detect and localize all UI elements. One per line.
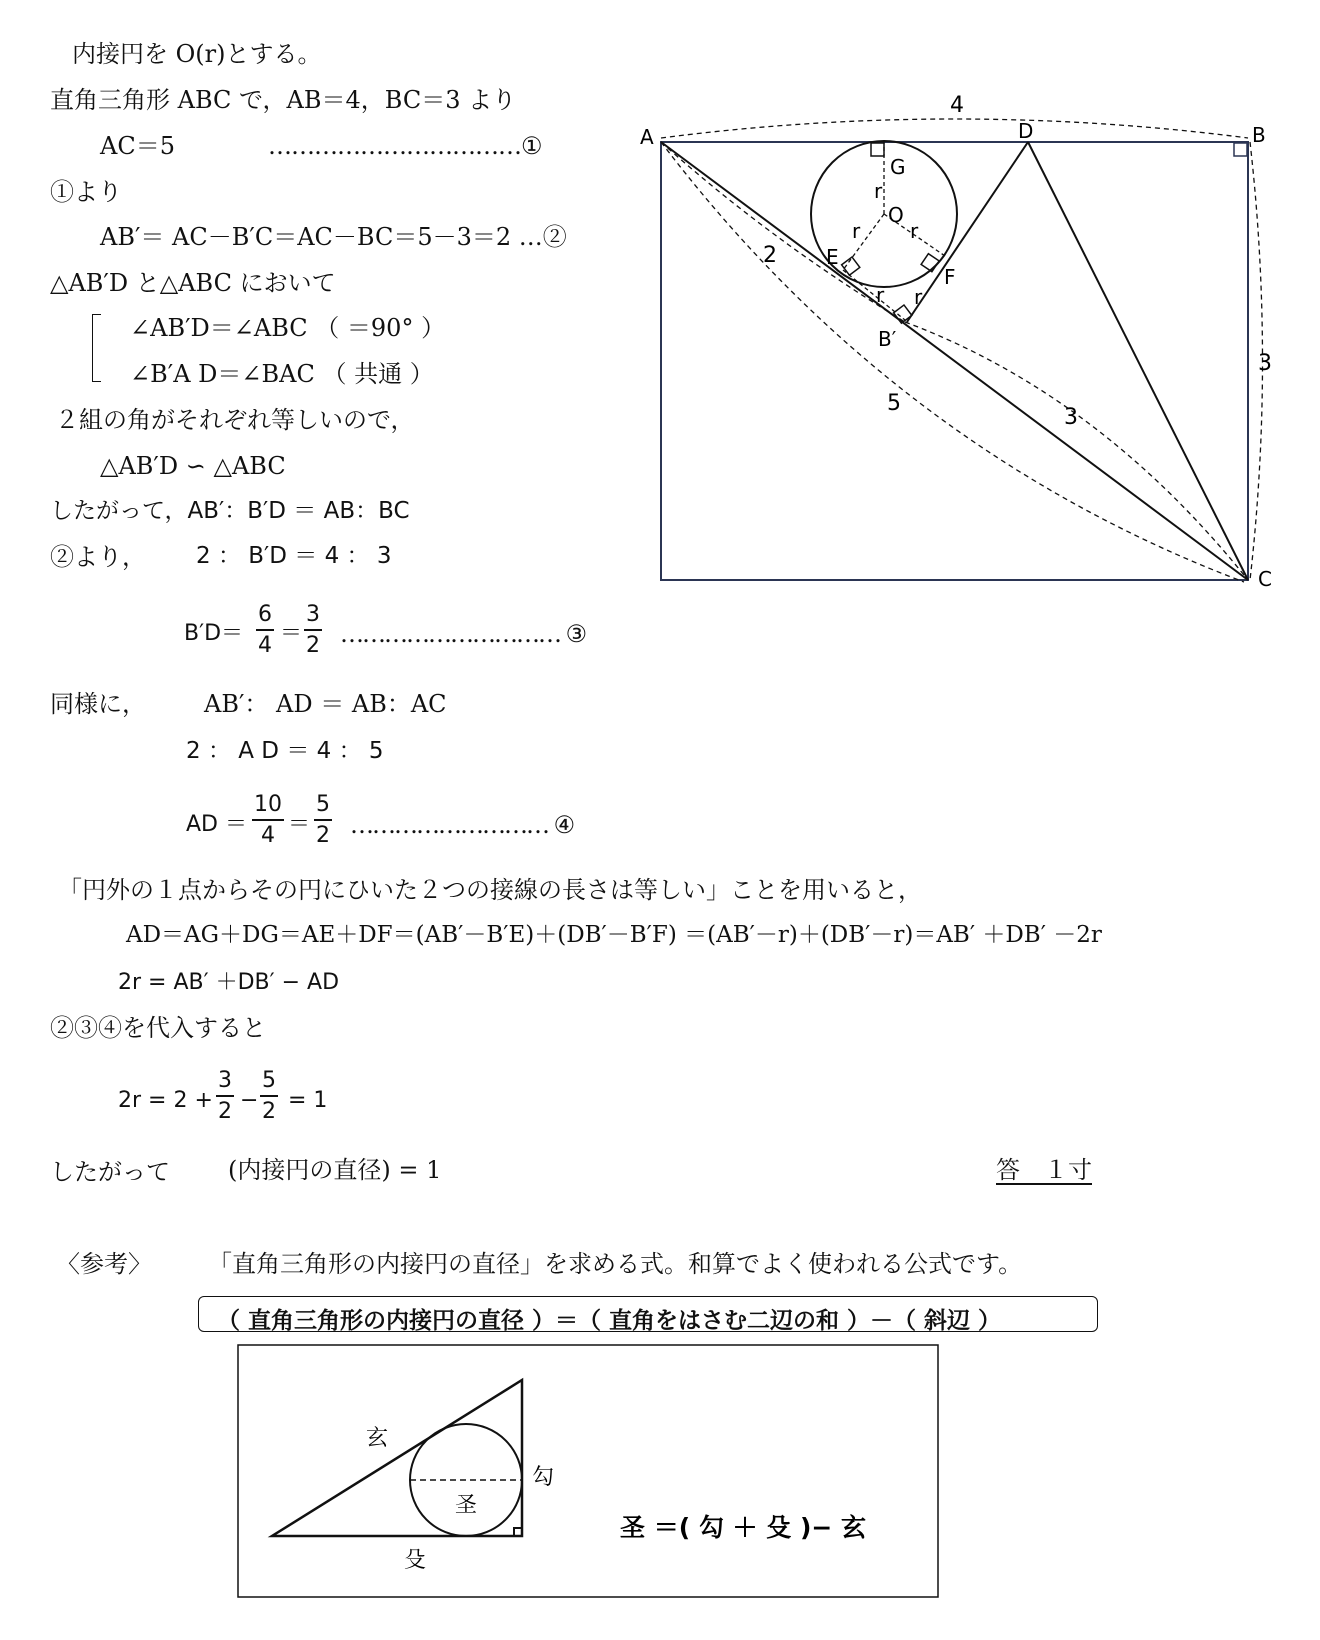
dashed-arc-AB <box>661 119 1248 138</box>
text-line-18: AD＝AG＋DG＝AE＋DF＝(AB′－B′E)＋(DB′－B′F) ＝(AB′－r)＋(DB′－r)＝AB′ ＋DB′ －2r <box>126 922 1102 948</box>
segment-DBp <box>907 142 1028 322</box>
reference-label: 〈参考〉 <box>56 1250 152 1278</box>
text-line-3a: AC＝5 <box>100 132 175 160</box>
length-BC: 3 <box>1258 351 1272 376</box>
fraction-3-2-b <box>216 1070 234 1123</box>
right-angle-mark-F <box>921 254 939 272</box>
equals-sign: ＝ <box>288 812 311 837</box>
length-ABp: 2 <box>763 243 777 268</box>
minus-sign: − <box>240 1088 259 1113</box>
label-gen: 玄 <box>366 1426 389 1451</box>
text-line-17: 「円外の１点からその円にひいた２つの接線の長さは等しい」ことを用いると， <box>58 876 922 904</box>
label-r-OG: r <box>874 179 883 203</box>
fraction-numerator: 3 <box>216 1070 234 1097</box>
text-line-11: したがって，AB′：B′D ＝ AB：BC <box>50 498 410 524</box>
fraction-numerator: 10 <box>252 794 284 821</box>
text-line-12a: ②より， <box>50 543 146 571</box>
radius-BpE-dash <box>843 270 905 320</box>
label-B: B <box>1252 123 1266 147</box>
right-triangle <box>272 1380 522 1536</box>
text-line-16b: ……………………… ④ <box>350 811 574 839</box>
text-line-19: 2r = AB′ ＋DB′ − AD <box>118 970 340 995</box>
fraction-denominator: 2 <box>316 823 330 848</box>
figure-rectangle-incircle <box>630 80 1290 600</box>
fraction-5-2-b <box>260 1070 278 1123</box>
text-line-2: 直角三角形 ABC で，AB＝4，BC＝3 より <box>50 86 517 114</box>
fraction-denominator: 2 <box>262 1099 276 1124</box>
fraction-numerator: 5 <box>314 794 332 821</box>
label-kou: 勾 <box>532 1465 555 1490</box>
label-kei: 圣 <box>455 1493 478 1518</box>
label-C: C <box>1258 567 1272 591</box>
text-line-21a: 2r = 2 + <box>118 1088 213 1113</box>
equals-sign: ＝ <box>280 621 303 646</box>
text-line-6: △AB′D と△ABC において <box>50 269 336 297</box>
text-line-22a: したがって <box>50 1158 170 1186</box>
text-line-20: ②③④を代入すると <box>50 1014 266 1042</box>
label-A: A <box>640 125 654 149</box>
fraction-6-4 <box>256 604 274 657</box>
formula-box <box>198 1296 1098 1332</box>
right-angle-mark-G <box>871 143 884 156</box>
label-r-OE: r <box>852 219 861 243</box>
text-line-9: ２組の角がそれぞれ等しいので， <box>55 406 415 434</box>
text-line-13b: ………………………… ③ <box>340 620 586 648</box>
length-AB: 4 <box>950 93 964 118</box>
fraction-denominator: 4 <box>261 823 275 848</box>
text-line-5: AB′＝ AC－B′C＝AC－BC＝5－3＝2 …② <box>100 223 567 251</box>
fraction-numerator: 5 <box>260 1070 278 1097</box>
fraction-denominator: 4 <box>258 633 272 658</box>
formula-kei: 圣 ＝( 勾 ＋ 殳 )− 玄 <box>620 1513 867 1542</box>
figure-reference-triangle <box>230 1340 950 1610</box>
fraction-numerator: 3 <box>304 604 322 631</box>
right-angle-mark-B <box>1234 143 1247 156</box>
length-AC: 5 <box>887 391 901 416</box>
length-BpC: 3 <box>1064 405 1078 430</box>
text-line-22b: (内接円の直径) = 1 <box>228 1156 442 1184</box>
diagonal-AC <box>661 142 1248 580</box>
text-line-1: 内接円を O(r)とする。 <box>72 40 322 68</box>
text-line-14b: AB′： AD ＝ AB：AC <box>204 690 447 718</box>
answer: 答 １寸 <box>996 1156 1092 1184</box>
text-line-13a: B′D＝ <box>184 621 244 646</box>
text-line-12b: 2 ： B′D ＝ 4 ： 3 <box>196 543 392 569</box>
label-r-FBp: r <box>914 285 923 309</box>
label-G: G <box>890 155 906 179</box>
label-r-EBp: r <box>876 283 885 307</box>
reference-text: 「直角三角形の内接円の直径」を求める式。和算でよく使われる公式です。 <box>208 1250 1023 1278</box>
figure-frame <box>238 1345 938 1597</box>
fraction-denominator: 2 <box>218 1099 232 1124</box>
label-E: E <box>826 245 839 269</box>
label-F: F <box>944 265 956 289</box>
text-line-14a: 同様に， <box>50 690 146 718</box>
label-Bp: B′ <box>878 327 897 351</box>
fraction-10-4 <box>252 794 284 847</box>
radius-OE <box>843 214 884 270</box>
text-line-16a: AD ＝ <box>186 812 247 837</box>
label-r-OF: r <box>910 219 919 243</box>
text-line-10: △AB′D ∽ △ABC <box>100 452 286 480</box>
text-line-7: ∠AB′D＝∠ABC （ ＝90° ） <box>130 314 446 342</box>
text-line-21b: = 1 <box>288 1088 328 1113</box>
text-line-3b: ……………………………① <box>268 132 542 160</box>
fraction-5-2 <box>314 794 332 847</box>
label-ko: 殳 <box>404 1548 427 1573</box>
formula-text: （ 直角三角形の内接円の直径 ）＝（ 直角をはさむ二辺の和 ）－（ 斜辺 ） <box>217 1308 1002 1334</box>
fraction-3-2 <box>304 604 322 657</box>
text-line-15: 2 ： A D ＝ 4 ： 5 <box>186 738 384 764</box>
segment-DC <box>1028 142 1248 580</box>
label-D: D <box>1018 119 1034 143</box>
label-O: O <box>888 203 904 227</box>
fraction-denominator: 2 <box>306 633 320 658</box>
left-brace <box>92 314 101 382</box>
text-line-4: ①より <box>50 178 122 206</box>
text-line-8: ∠B′A D＝∠BAC （ 共通 ） <box>130 360 434 388</box>
fraction-numerator: 6 <box>256 604 274 631</box>
